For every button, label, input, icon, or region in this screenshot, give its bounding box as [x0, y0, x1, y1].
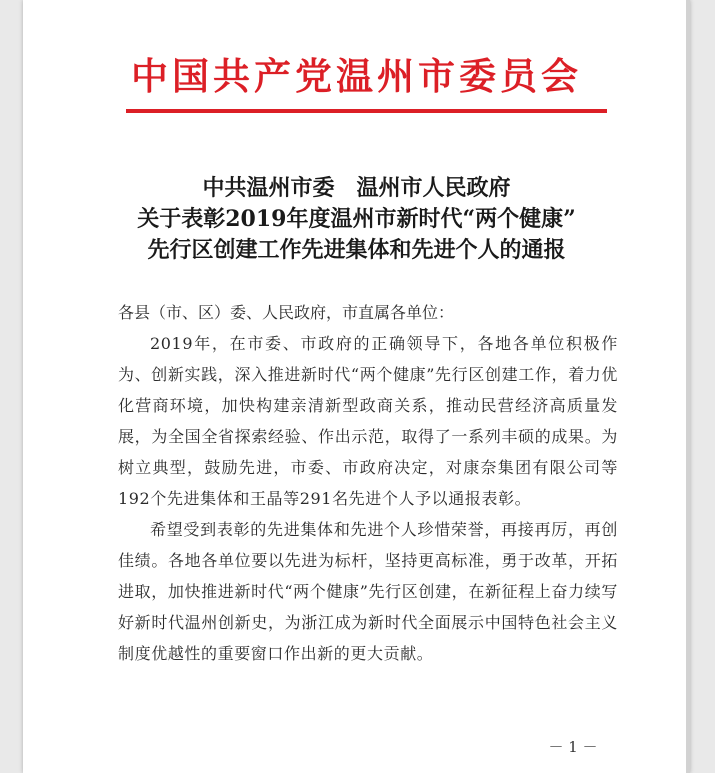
title-line-3: 先行区创建工作先进集体和先进个人的通报	[147, 237, 566, 263]
masthead-title: 中国共产党温州市委员会	[131, 54, 582, 98]
document-body	[118, 297, 618, 669]
document-title	[23, 173, 690, 266]
title-line-2: 关于表彰2019年度温州市新时代“两个健康”	[137, 206, 576, 232]
document-page	[23, 0, 690, 773]
title-line-1: 中共温州市委 温州市人民政府	[202, 175, 511, 201]
body-paragraph-2: 希望受到表彰的先进集体和先进个人珍惜荣誉，再接再厉，再创佳绩。各地各单位要以先进为标杆，坚持更高标准，勇于改革，开拓进取，加快推进新时代“两个健康”先行区创建，在新征程上奋力续写好新时代温州创新史，为浙江成为新时代全面展示中国特色社会主义制度优越性的重要窗口作出新的更大贡献。	[118, 520, 618, 663]
masthead-red-rule	[126, 109, 607, 113]
page-number: － 1 －	[548, 738, 598, 756]
page-edge-shadow	[686, 0, 690, 773]
salutation: 各县（市、区）委、人民政府，市直属各单位：	[118, 303, 455, 322]
body-paragraph-1: 2019年，在市委、市政府的正确领导下，各地各单位积极作为、创新实践，深入推进新时代“两个健康”先行区创建工作，着力优化营商环境，加快构建亲清新型政商关系，推动民营经济高质量发展，为全国全省探索经验、作出示范，取得了一系列丰硕的成果。为树立典型，鼓励先进，市委、市政府决定，对康奈集团有限公司等192个先进集体和王晶等291名先进个人予以通报表彰。	[118, 334, 618, 508]
